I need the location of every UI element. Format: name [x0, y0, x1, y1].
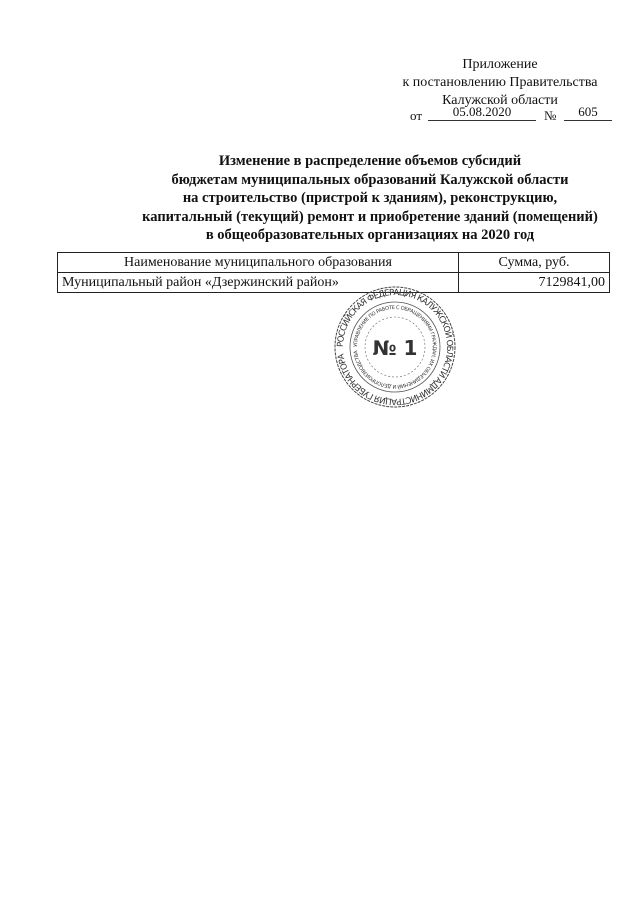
- header-sum: Сумма, руб.: [459, 253, 610, 273]
- table-header-row: [58, 253, 610, 273]
- svg-text:УПРАВЛЕНИЕ ПО РАБОТЕ С ОБРАЩЕН: УПРАВЛЕНИЕ ПО РАБОТЕ С ОБРАЩЕНИЯМИ ГРАЖДАН, ИХ ОБЪЕДИНЕНИЙ И ДЕЛОПРОИЗВОДСТВА: [352, 304, 438, 390]
- number-label: №: [544, 108, 557, 123]
- official-stamp: [325, 285, 465, 410]
- title-line: капитальный (текущий) ремонт и приобретение зданий (помещений): [142, 208, 598, 225]
- appendix-header: [380, 56, 620, 110]
- resolution-dateline: [408, 104, 618, 124]
- from-label: от: [410, 108, 423, 123]
- header-municipality: Наименование муниципального образования: [58, 253, 459, 273]
- appendix-ref: к постановлению Правительства: [402, 75, 598, 90]
- resolution-number: 605: [564, 104, 612, 121]
- title-line: Изменение в распределение объемов субсидий: [218, 153, 522, 169]
- stamp-outer-text: РОССИЙСКАЯ ФЕДЕРАЦИЯ КАЛУЖСКОЙ ОБЛАСТИ АДМИНИСТРАЦИЯ ГУБЕРНАТОРА: [335, 287, 455, 407]
- cell-municipality: Муниципальный район «Дзержинский район»: [58, 273, 459, 293]
- appendix-region: Калужской области: [442, 93, 558, 108]
- title-line: в общеобразовательных организациях на 2020 год: [205, 227, 535, 243]
- title-line: на строительство (пристрой к зданиям), реконструкцию,: [182, 190, 558, 206]
- cell-sum: 7129841,00: [459, 273, 610, 293]
- document-title: [100, 152, 640, 245]
- stamp-number: № 1: [372, 336, 418, 360]
- title-line: бюджетам муниципальных образований Калужской области: [171, 171, 569, 188]
- appendix-label: Приложение: [462, 57, 538, 72]
- resolution-date: 05.08.2020: [428, 104, 536, 121]
